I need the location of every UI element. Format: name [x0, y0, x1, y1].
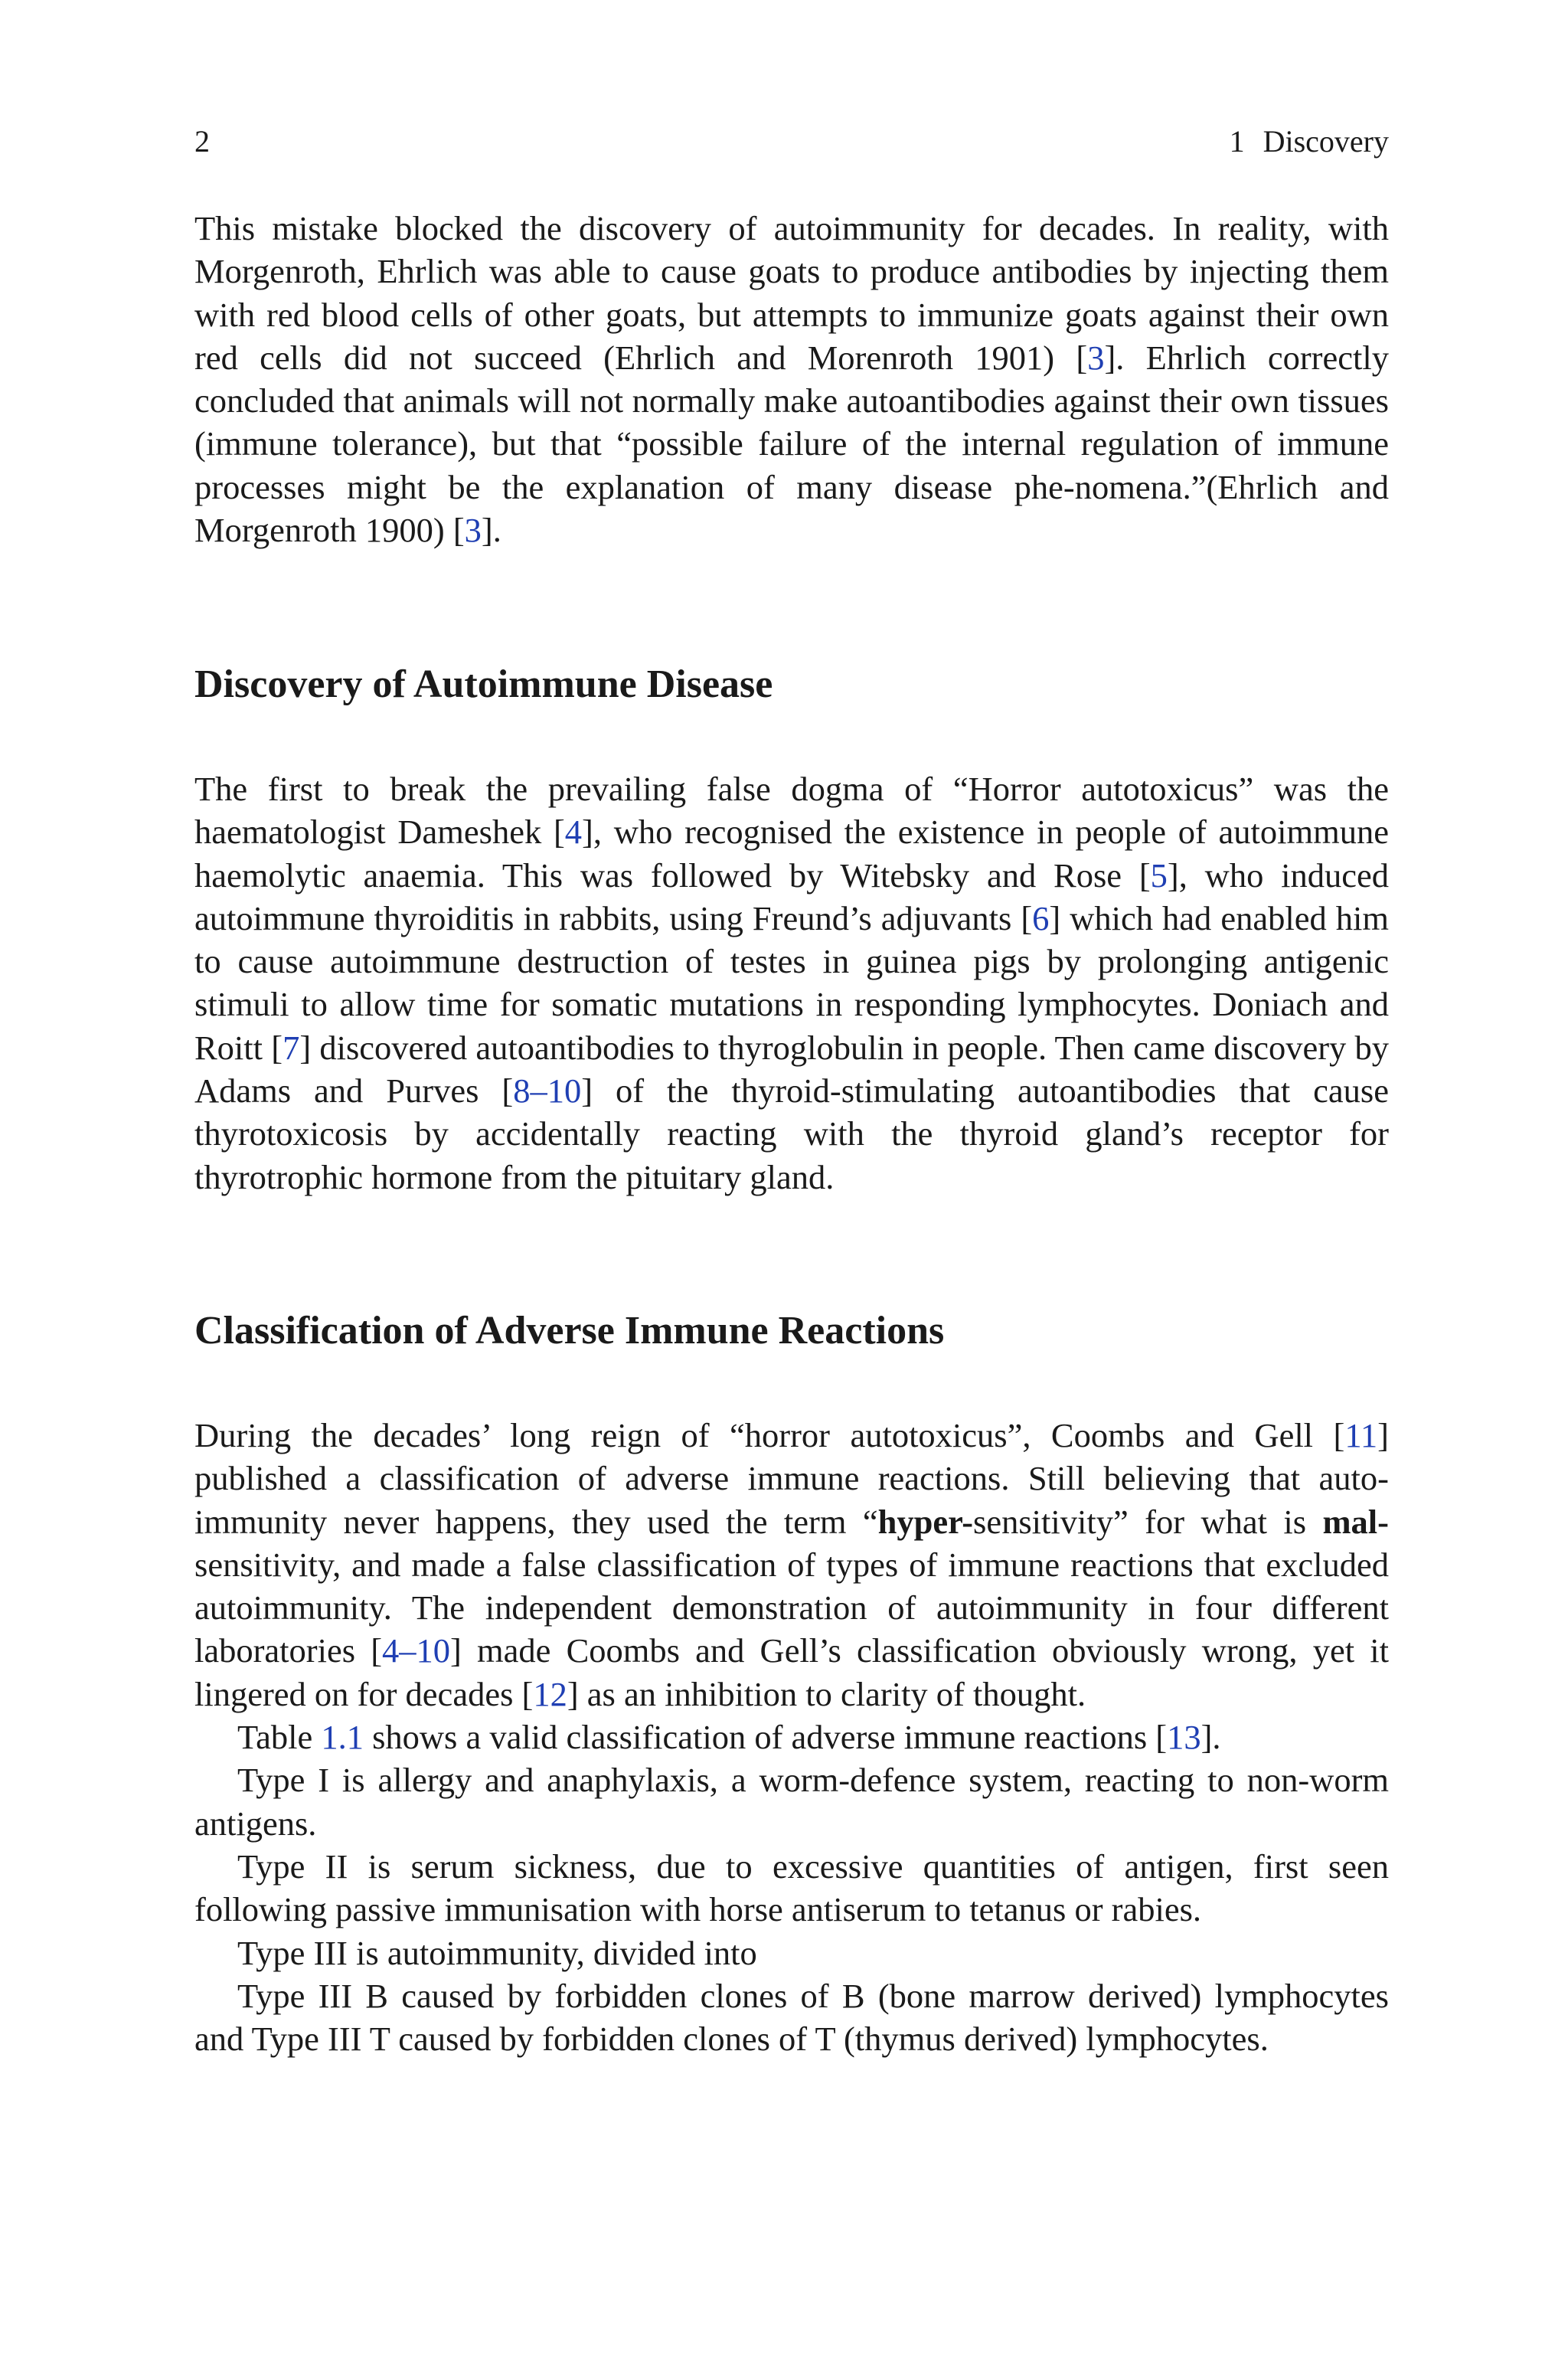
text-run: ] of the thyroid-stimulating autoantibodies that cause thyrotoxicosis by accidentally reacting with the thyroid gland’s receptor for thyrotrophic hormone from the pituitary gland. [194, 1071, 1389, 1196]
citation-link[interactable]: 11 [1344, 1416, 1378, 1454]
section-heading: Discovery of Autoimmune Disease [194, 662, 773, 706]
citation-link[interactable]: 3 [1087, 338, 1105, 377]
chapter-header [1230, 123, 1389, 161]
body-paragraph: Type II is serum sickness, due to excessive quantities of antigen, first seen following passive immunisation with horse antiserum to tetanus or rabies. [194, 1846, 1389, 1929]
text-run: Table [237, 1718, 322, 1757]
body-paragraph: Type III is autoimmunity, divided into [237, 1933, 757, 1972]
citation-link[interactable]: 3 [464, 511, 482, 550]
citation-link[interactable]: 5 [1150, 855, 1168, 895]
chapter-title: Discovery [1263, 124, 1389, 159]
text-run: ] as an inhibition to clarity of thought. [567, 1674, 1086, 1713]
text-run: ]. Ehrlich correctly concluded that animals will not normally make autoantibodies against their own tissues (immune tolerance), but that “possible failure of the internal regulation of immune processes might be the explanation of many disease phe-nomena.”(Ehrlich and Morgenroth 1900) [ [194, 338, 1389, 550]
citation-link[interactable]: 4 [564, 813, 583, 852]
text-run: sensitivity, and made a false classification of types of immune reactions that excluded autoimmunity. The independent demonstration of autoimmunity in four different laboratories [ [194, 1545, 1389, 1670]
text-run: ], who induced autoimmune thyroiditis in rabbits, using Freund’s adjuvants [ [194, 855, 1390, 937]
text-run: sensitivity” for what is [973, 1502, 1323, 1541]
section-heading: Classification of Adverse Immune Reactions [194, 1309, 945, 1353]
text-run: The first to break the prevailing false dogma of “Horror autotoxicus” was the haematologist Dameshek [ [194, 770, 1389, 852]
body-paragraph: Type III B caused by forbidden clones of B (bone marrow derived) lymphocytes and Type III T caused by forbidden clones of T (thymus derived) lymphocytes. [194, 1976, 1389, 2059]
text-run: ] discovered autoantibodies to thyroglobulin in people. Then came discovery by Adams and Purves [ [194, 1028, 1389, 1110]
page-number: 2 [194, 124, 210, 159]
intro-section [194, 207, 1389, 551]
text-run: During the decades’ long reign of “horror autotoxicus”, Coombs and Gell [ [194, 1416, 1345, 1454]
body-paragraph [194, 1716, 1389, 1758]
body-paragraph [194, 1414, 1389, 1716]
table-link[interactable]: 1.1 [321, 1718, 364, 1757]
chapter-number: 1 [1229, 124, 1245, 159]
bold-term: hyper- [877, 1502, 974, 1541]
bold-term: mal- [1322, 1502, 1389, 1541]
text-run: ], who recognised the existence in people of autoimmune haemolytic anaemia. This was followed by Witebsky and Rose [ [194, 813, 1389, 895]
body-paragraph [194, 767, 1389, 1199]
section-classification-body [194, 1414, 1389, 2060]
text-run: shows a valid classification of adverse immune reactions [ [363, 1718, 1168, 1757]
text-run: ]. [1200, 1718, 1221, 1757]
citation-link[interactable]: 6 [1032, 898, 1050, 937]
citation-link[interactable]: 7 [283, 1028, 300, 1067]
intro-paragraph [194, 207, 1389, 551]
body-paragraph: Type I is allergy and anaphylaxis, a worm-defence system, reacting to non-worm antigens. [194, 1761, 1389, 1843]
section-discovery [194, 660, 1389, 709]
text-run: ] which had enabled him to cause autoimmune destruction of testes in guinea pigs by prolonging antigenic stimuli to allow time for somatic mutations in responding lymphocytes. Doniach and Roitt [ [194, 898, 1389, 1067]
text-run: ] published a classification of adverse immune reactions. Still believing that autoimmunity never happens, they used the term “ [194, 1416, 1389, 1541]
running-head [194, 123, 1389, 161]
citation-link[interactable]: 13 [1167, 1718, 1201, 1757]
text-run: This mistake blocked the discovery of autoimmunity for decades. In reality, with Morgenroth, Ehrlich was able to cause goats to produce antibodies by injecting them with red blood cells of other goats, but attempts to immunize goats against their own red cells did not succeed (Ehrlich and Morenroth 1901) [ [194, 209, 1389, 377]
citation-link[interactable]: 4–10 [382, 1631, 451, 1670]
citation-link[interactable]: 12 [533, 1674, 567, 1713]
citation-link[interactable]: 8–10 [513, 1071, 582, 1110]
section-classification [194, 1307, 1389, 1356]
text-run: ] made Coombs and Gell’s classification obviously wrong, yet it lingered on for decades [ [194, 1631, 1389, 1713]
text-run: ]. [481, 511, 501, 550]
section-discovery-body [194, 767, 1389, 1199]
